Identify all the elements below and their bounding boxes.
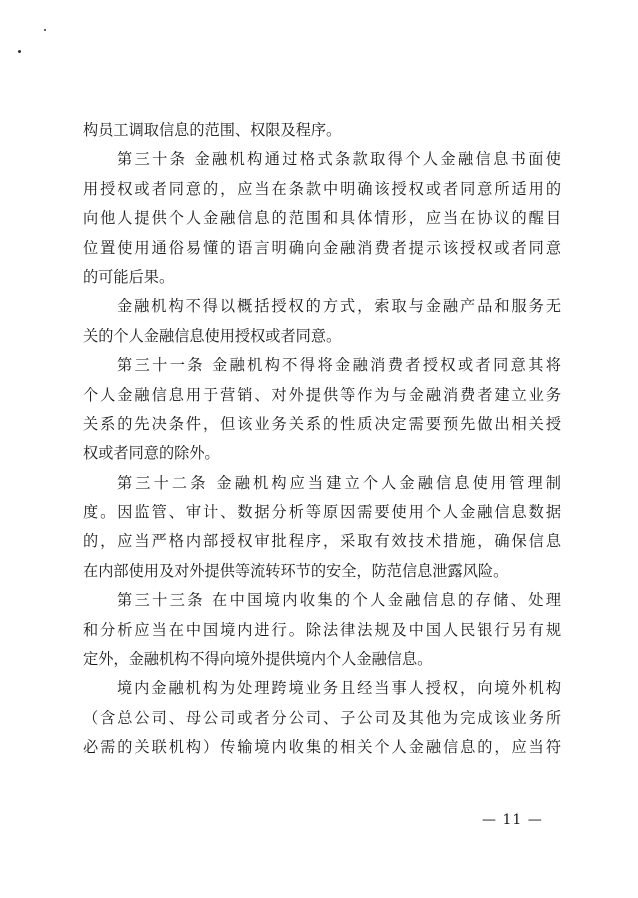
- scan-speck: [18, 50, 21, 53]
- text-line: 第三十一条 金融机构不得将金融消费者授权或者同意其将: [117, 356, 561, 375]
- text-line: 金融机构不得以概括授权的方式，索取与金融产品和服务无: [117, 297, 561, 316]
- text-line: 的，应当严格内部授权审批程序，采取有效技术措施，确保信息: [83, 532, 561, 551]
- text-line: 用授权或者同意的，应当在条款中明确该授权或者同意所适用的: [83, 179, 561, 198]
- text-line: 第三十二条 金融机构应当建立个人金融信息使用管理制: [117, 473, 561, 492]
- text-line: 关系的先决条件，但该业务关系的性质决定需要预先做出相关授: [83, 414, 561, 433]
- text-line: 必需的关联机构）传输境内收集的相关个人金融信息的，应当符: [83, 738, 561, 757]
- paragraph: [83, 292, 561, 351]
- text-line: 向他人提供个人金融信息的范围和具体情形，应当在协议的醒目: [83, 209, 561, 228]
- text-line: 构员工调取信息的范围、权限及程序。: [83, 121, 342, 139]
- text-line: 定外，金融机构不得向境外提供境内个人金融信息。: [83, 650, 433, 669]
- page-number: — 11 —: [482, 812, 543, 828]
- paragraph: [83, 116, 561, 145]
- text-line: 度。因监管、审计、数据分析等原因需要使用个人金融信息数据: [83, 503, 561, 522]
- paragraph: [83, 351, 561, 469]
- text-line: 和分析应当在中国境内进行。除法律法规及中国人民银行另有规: [83, 620, 561, 639]
- text-line: 权或者同意的除外。: [83, 444, 220, 463]
- paragraph: [83, 674, 561, 762]
- paragraph: [83, 145, 561, 292]
- paragraph: [83, 586, 561, 674]
- text-line: 境内金融机构为处理跨境业务且经当事人授权，向境外机构: [117, 679, 561, 698]
- text-line: 在内部使用及对外提供等流转环节的安全，防范信息泄露风险。: [83, 561, 509, 580]
- text-line: 位置使用通俗易懂的语言明确向金融消费者提示该授权或者同意: [83, 238, 561, 257]
- text-line: 关的个人金融信息使用授权或者同意。: [83, 326, 342, 345]
- text-line: 个人金融信息用于营销、对外提供等作为与金融消费者建立业务: [83, 385, 561, 404]
- text-line: （含总公司、母公司或者分公司、子公司及其他为完成该业务所: [83, 708, 561, 727]
- text-line: 第三十条 金融机构通过格式条款取得个人金融信息书面使: [117, 150, 561, 169]
- text-line: 的可能后果。: [83, 267, 175, 286]
- scan-speck: [44, 29, 46, 31]
- document-body: [83, 116, 561, 763]
- text-line: 第三十三条 在中国境内收集的个人金融信息的存储、处理: [117, 591, 561, 610]
- paragraph: [83, 469, 561, 587]
